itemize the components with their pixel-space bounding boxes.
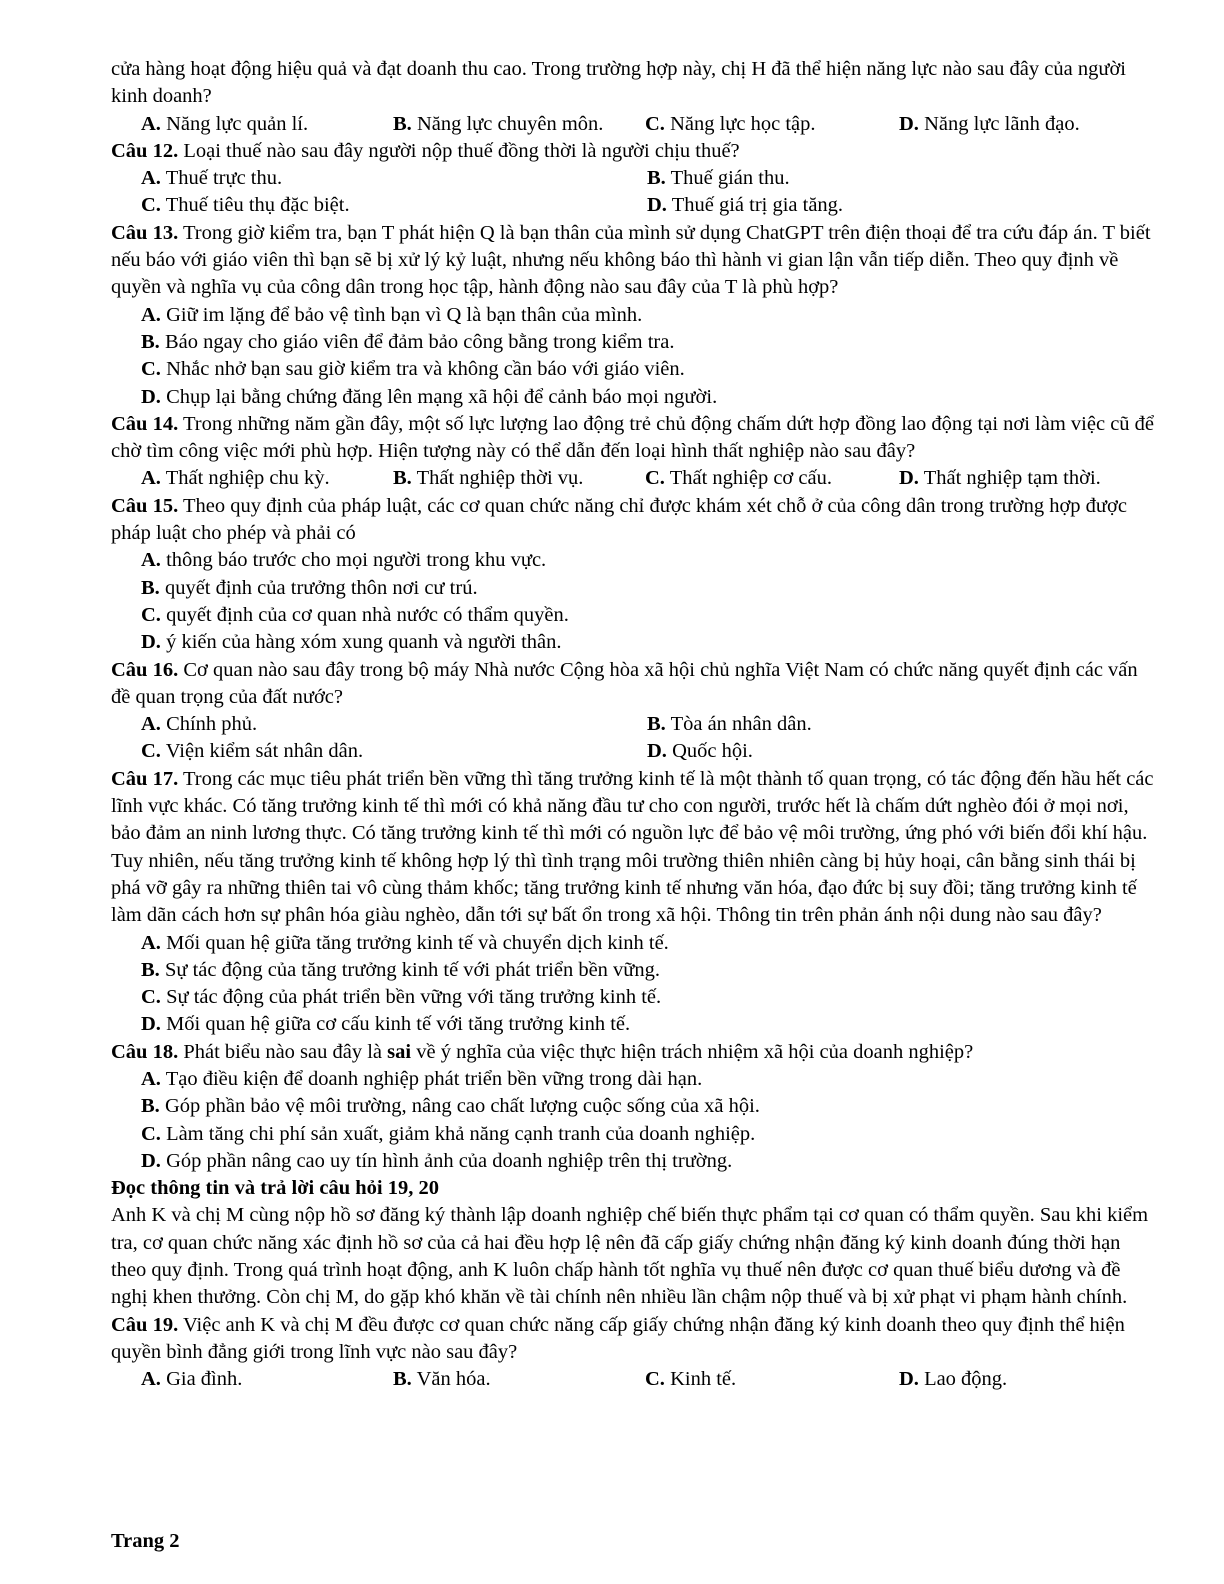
question-text: Theo quy định của pháp luật, các cơ quan chức năng chỉ được khám xét chỗ ở của công dân trong trường hợp được pháp luật cho phép và phải có <box>111 494 1127 545</box>
question-14 <box>111 411 1154 466</box>
option-c[interactable]: C. Thất nghiệp cơ cấu. <box>645 467 832 490</box>
option-c[interactable]: C. Sự tác động của phát triển bền vững với tăng trưởng kinh tế. <box>141 986 662 1009</box>
question-15 <box>111 493 1154 548</box>
page-number: Trang 2 <box>111 1530 180 1552</box>
question-16 <box>111 657 1154 712</box>
option-d[interactable]: D. Năng lực lãnh đạo. <box>899 112 1080 135</box>
option-b[interactable]: B. Văn hóa. <box>393 1368 491 1391</box>
option-b[interactable]: B. Tòa án nhân dân. <box>647 713 812 736</box>
option-b[interactable]: B. Sự tác động của tăng trưởng kinh tế với phát triển bền vững. <box>141 958 661 981</box>
option-c[interactable]: C. Thuế tiêu thụ đặc biệt. <box>141 194 350 217</box>
option-d[interactable]: D. ý kiến của hàng xóm xung quanh và người thân. <box>141 631 562 654</box>
option-a[interactable]: A. Giữ im lặng để bảo vệ tình bạn vì Q là bạn thân của mình. <box>141 303 643 326</box>
option-d[interactable]: D. Góp phần nâng cao uy tín hình ảnh của doanh nghiệp trên thị trường. <box>141 1149 733 1172</box>
question-number: Câu 15. <box>111 494 179 517</box>
option-a[interactable]: A. Mối quan hệ giữa tăng trưởng kinh tế và chuyển dịch kinh tế. <box>141 931 669 954</box>
question-number: Câu 16. <box>111 658 179 681</box>
option-a[interactable]: A. Tạo điều kiện để doanh nghiệp phát triển bền vững trong dài hạn. <box>141 1067 703 1090</box>
option-a[interactable]: A. Năng lực quản lí. <box>141 112 309 135</box>
option-d[interactable]: D. Mối quan hệ giữa cơ cấu kinh tế với tăng trưởng kinh tế. <box>141 1013 631 1036</box>
option-d[interactable]: D. Chụp lại bằng chứng đăng lên mạng xã hội để cảnh báo mọi người. <box>141 385 718 408</box>
option-a[interactable]: A. Thất nghiệp chu kỳ. <box>141 467 330 490</box>
option-d[interactable]: D. Thất nghiệp tạm thời. <box>899 467 1101 490</box>
option-b[interactable]: B. quyết định của trưởng thôn nơi cư trú. <box>141 576 478 599</box>
reading-heading: Đọc thông tin và trả lời câu hỏi 19, 20 <box>111 1177 439 1200</box>
option-b[interactable]: B. Báo ngay cho giáo viên để đảm bảo công bằng trong kiểm tra. <box>141 330 675 353</box>
question-number: Câu 18. <box>111 1040 179 1063</box>
question-text: Việc anh K và chị M đều được cơ quan chức năng cấp giấy chứng nhận đăng ký kinh doanh theo quy định thể hiện quyền bình đẳng giới trong lĩnh vực nào sau đây? <box>111 1313 1125 1363</box>
question-number: Câu 13. <box>111 221 179 244</box>
option-c[interactable]: C. Viện kiểm sát nhân dân. <box>141 740 364 763</box>
question-number: Câu 12. <box>111 139 179 162</box>
option-c[interactable]: C. Năng lực học tập. <box>645 112 816 135</box>
question-17 <box>111 766 1154 930</box>
option-a[interactable]: A. Thuế trực thu. <box>141 167 283 190</box>
option-c[interactable]: C. quyết định của cơ quan nhà nước có thẩm quyền. <box>141 603 569 626</box>
q12-options-row-2 <box>111 192 1154 219</box>
option-c[interactable]: C. Kinh tế. <box>645 1368 737 1391</box>
option-b[interactable]: B. Năng lực chuyên môn. <box>393 112 604 135</box>
question-19 <box>111 1312 1154 1367</box>
emphasis-word: sai <box>387 1040 412 1063</box>
option-b[interactable]: B. Thuế gián thu. <box>647 167 790 190</box>
option-c[interactable]: C. Nhắc nhở bạn sau giờ kiểm tra và không cần báo với giáo viên. <box>141 358 685 381</box>
option-b[interactable]: B. Góp phần bảo vệ môi trường, nâng cao chất lượng cuộc sống của xã hội. <box>141 1095 760 1118</box>
question-text: Trong các mục tiêu phát triển bền vững thì tăng trưởng kinh tế là một thành tố quan trọng, có tác động đến hầu hết các lĩnh vực khác. Có tăng trưởng kinh tế thì mới có khả năng đầu tư cho con người, trước hết là chấm dứt nghèo đói ở mọi nơi, bảo đảm an ninh lương thực. Có tăng trưởng kinh tế thì mới có nguồn lực để bảo vệ môi trường, ứng phó với biến đổi khí hậu. Tuy nhiên, nếu tăng trưởng kinh tế không hợp lý thì tình trạng môi trường thiên nhiên càng bị hủy hoại, cân bằng sinh thái bị phá vỡ gây ra những thiên tai vô cùng thảm khốc; tăng trưởng kinh tế nhưng văn hóa, đạo đức bị suy đồi; tăng trưởng kinh tế làm dãn cách hơn sự phân hóa giàu nghèo, dẫn tới sự bất ổn trong xã hội. Thông tin trên phản ánh nội dung nào sau đây? <box>111 767 1154 927</box>
question-18: Câu 18. Phát biểu nào sau đây là sai về ý nghĩa của việc thực hiện trách nhiệm xã hội của doanh nghiệp? <box>111 1040 974 1063</box>
intro-options <box>111 111 1154 138</box>
option-a[interactable]: A. Gia đình. <box>141 1368 243 1391</box>
option-a[interactable]: A. thông báo trước cho mọi người trong khu vực. <box>141 549 547 572</box>
option-b[interactable]: B. Thất nghiệp thời vụ. <box>393 467 584 490</box>
question-12 <box>111 138 1154 165</box>
q16-options-row-1 <box>111 711 1154 738</box>
option-d[interactable]: D. Thuế giá trị gia tăng. <box>647 194 844 217</box>
option-d[interactable]: D. Quốc hội. <box>647 740 753 763</box>
question-number: Câu 14. <box>111 412 179 435</box>
question-text: Loại thuế nào sau đây người nộp thuế đồng thời là người chịu thuế? <box>183 139 740 162</box>
q19-options <box>111 1366 1154 1393</box>
question-text: Trong giờ kiểm tra, bạn T phát hiện Q là bạn thân của mình sử dụng ChatGPT trên điện thoại để tra cứu đáp án. T biết nếu báo với giáo viên thì bạn sẽ bị xử lý kỷ luật, nhưng nếu không báo thì hành vi gian lận vẫn tiếp diễn. Theo quy định về quyền và nghĩa vụ của công dân trong học tập, hành động nào sau đây của T là phù hợp? <box>111 221 1151 299</box>
question-text: Cơ quan nào sau đây trong bộ máy Nhà nước Cộng hòa xã hội chủ nghĩa Việt Nam có chức năng quyết định các vấn đề quan trọng của đất nước? <box>111 658 1138 708</box>
option-d[interactable]: D. Lao động. <box>899 1368 1008 1391</box>
q14-options <box>111 465 1154 492</box>
question-number: Câu 19. <box>111 1313 179 1336</box>
q12-options-row-1 <box>111 165 1154 192</box>
question-13 <box>111 220 1154 302</box>
question-text: Trong những năm gần đây, một số lực lượng lao động trẻ chủ động chấm dứt hợp đồng lao động tại nơi làm việc cũ để chờ tìm công việc mới phù hợp. Hiện tượng này có thể dẫn đến loại hình thất nghiệp nào sau đây? <box>111 412 1155 463</box>
option-c[interactable]: C. Làm tăng chi phí sản xuất, giảm khả năng cạnh tranh của doanh nghiệp. <box>141 1122 756 1145</box>
q16-options-row-2 <box>111 738 1154 765</box>
option-a[interactable]: A. Chính phủ. <box>141 713 258 736</box>
reading-passage: Anh K và chị M cùng nộp hồ sơ đăng ký thành lập doanh nghiệp chế biến thực phẩm tại cơ quan có thẩm quyền. Sau khi kiểm tra, cơ quan chức năng xác định hồ sơ của cả hai đều hợp lệ nên đã cấp giấy chứng nhận đăng ký kinh doanh đúng thời hạn theo quy định. Trong quá trình hoạt động, anh K luôn chấp hành tốt nghĩa vụ thuế nên được cơ quan thuế biểu dương và đề nghị khen thưởng. Còn chị M, do gặp khó khăn về tài chính nên nhiều lần chậm nộp thuế và bị xử phạt vi phạm hành chính. <box>111 1204 1149 1309</box>
question-number: Câu 17. <box>111 767 179 790</box>
intro-text: cửa hàng hoạt động hiệu quả và đạt doanh thu cao. Trong trường hợp này, chị H đã thể hiện năng lực nào sau đây của người kinh doanh? <box>111 58 1126 108</box>
